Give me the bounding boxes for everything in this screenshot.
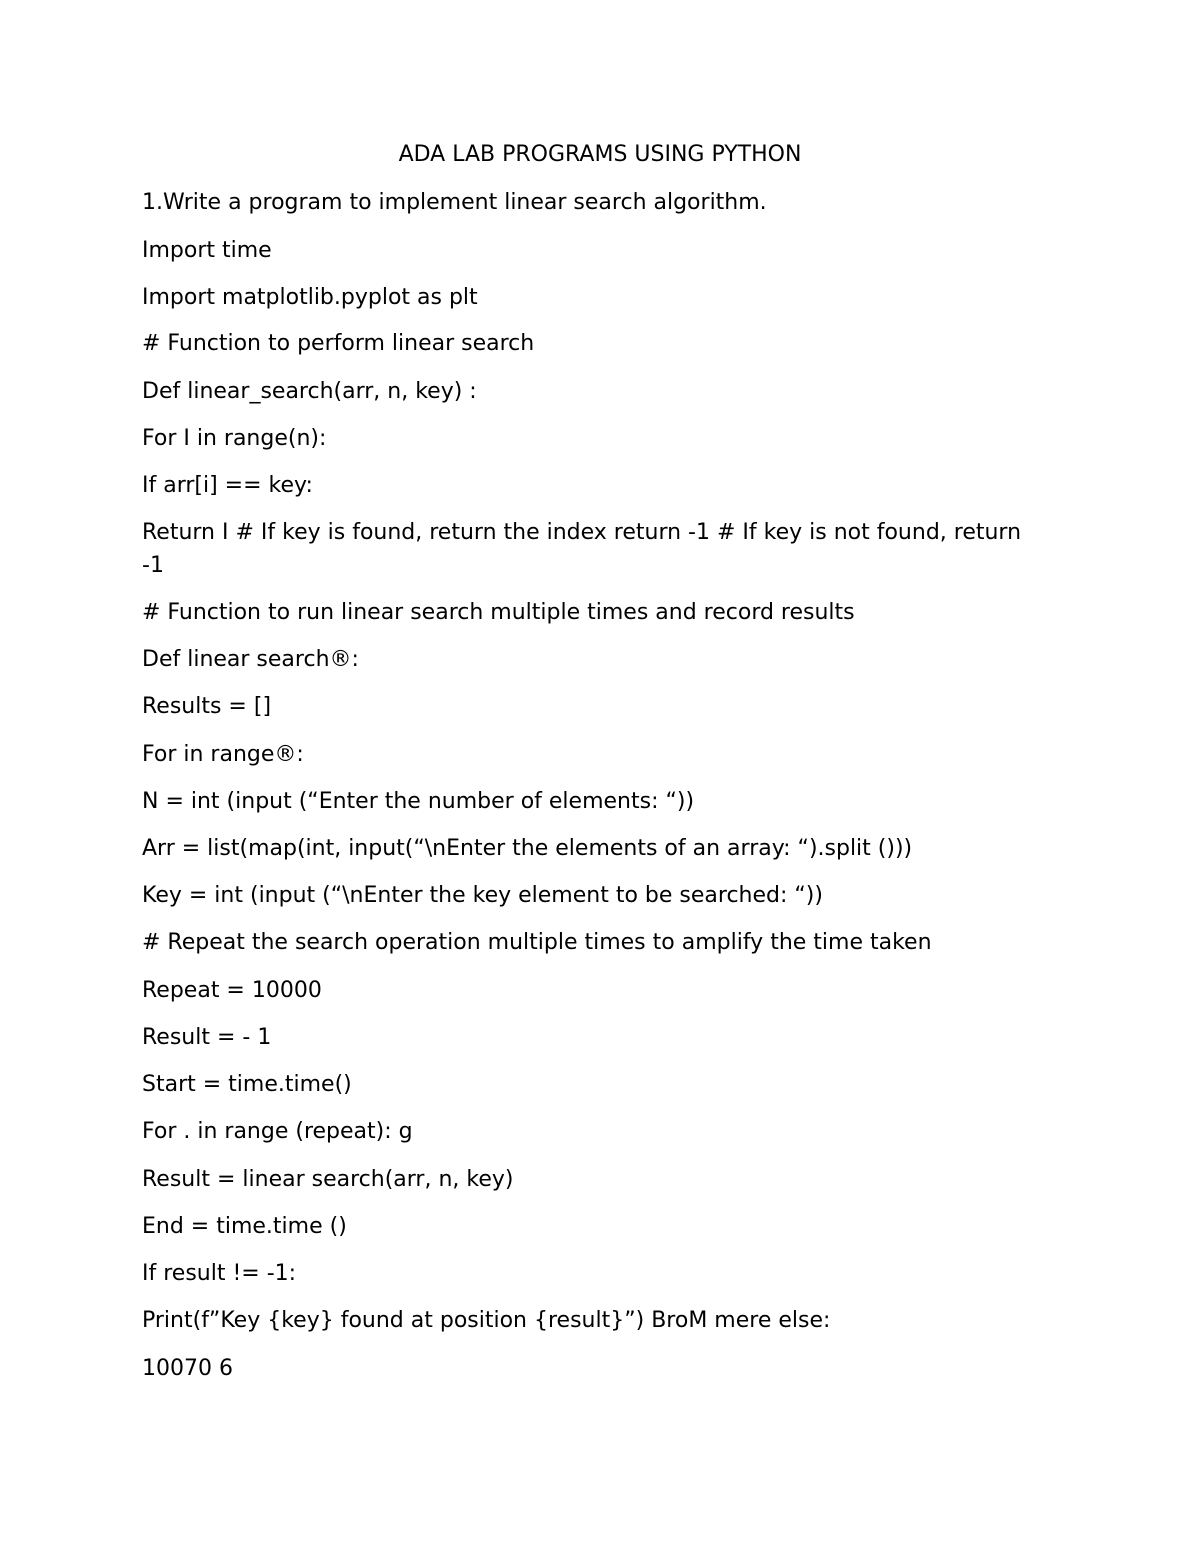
code-comment: # Function to run linear search multiple times and record results bbox=[142, 600, 855, 625]
code-line: Results = [] bbox=[142, 694, 272, 719]
code-line: Start = time.time() bbox=[142, 1072, 352, 1097]
code-line: Result = - 1 bbox=[142, 1025, 272, 1050]
code-line: Import time bbox=[142, 238, 272, 263]
code-line: Result = linear search(arr, n, key) bbox=[142, 1167, 514, 1192]
code-line: Print(f”Key {key} found at position {result}”) BroM mere else: bbox=[142, 1308, 831, 1333]
code-line: If arr[i] == key: bbox=[142, 473, 313, 498]
code-line: Return I # If key is found, return the index return -1 # If key is not found, return -1 bbox=[142, 520, 1022, 578]
code-line: N = int (input (“Enter the number of elements: “)) bbox=[142, 789, 695, 814]
code-line: For . in range (repeat): g bbox=[142, 1119, 413, 1144]
code-line: Import matplotlib.pyplot as plt bbox=[142, 285, 478, 310]
code-line: Def linear search®: bbox=[142, 647, 359, 672]
code-line: For I in range(n): bbox=[142, 426, 327, 451]
code-line: 10070 6 bbox=[142, 1356, 233, 1381]
code-line: Arr = list(map(int, input(“\nEnter the elements of an array: “).split ())) bbox=[142, 836, 913, 861]
code-comment: # Function to perform linear search bbox=[142, 331, 535, 356]
code-line: End = time.time () bbox=[142, 1214, 347, 1239]
code-line: Key = int (input (“\nEnter the key element to be searched: “)) bbox=[142, 883, 823, 908]
code-line: If result != -1: bbox=[142, 1261, 297, 1286]
document-title: ADA LAB PROGRAMS USING PYTHON bbox=[398, 142, 802, 167]
code-line: Repeat = 10000 bbox=[142, 978, 322, 1003]
code-comment: # Repeat the search operation multiple times to amplify the time taken bbox=[142, 930, 932, 955]
code-line: For in range®: bbox=[142, 742, 304, 767]
task-heading: 1.Write a program to implement linear search algorithm. bbox=[142, 190, 767, 215]
code-line: Def linear_search(arr, n, key) : bbox=[142, 379, 477, 404]
